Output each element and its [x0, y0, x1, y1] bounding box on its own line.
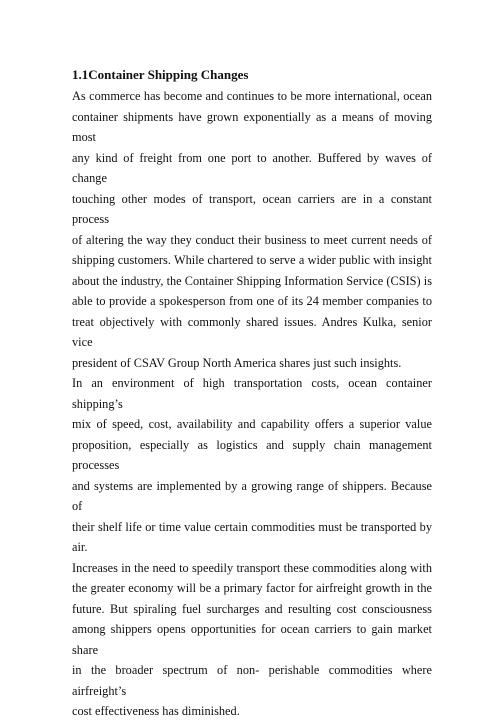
- paragraph-1: [72, 86, 432, 373]
- paragraph-line: of altering the way they conduct their business to meet current needs of: [72, 232, 432, 247]
- paragraph-line: the greater economy will be a primary factor for airfreight growth in the: [72, 581, 432, 595]
- paragraph-line: cost effectiveness has diminished.: [72, 704, 240, 718]
- paragraph-line: president of CSAV Group North America shares just such insights.: [72, 355, 402, 370]
- paragraph-line: shipping customers. While chartered to serve a wider public with insight: [72, 253, 432, 267]
- paragraph-line: treat objectively with commonly shared issues. Andres Kulka, senior vice: [72, 314, 432, 349]
- paragraph-line: in the broader spectrum of non- perishable commodities where airfreight’s: [72, 663, 432, 698]
- paragraph-line: about the industry, the Container Shipping Information Service (CSIS) is: [72, 273, 432, 288]
- paragraph-line: As commerce has become and continues to be more international, ocean: [72, 89, 432, 103]
- paragraph-line: Increases in the need to speedily transport these commodities along with: [72, 560, 432, 575]
- paragraph-line: container shipments have grown exponentially as a means of moving most: [72, 109, 432, 144]
- paragraph-line: proposition, especially as logistics and supply chain management processes: [72, 437, 432, 472]
- paragraph-line: able to provide a spokesperson from one of its 24 member companies to: [72, 294, 432, 308]
- paragraph-line: among shippers opens opportunities for ocean carriers to gain market share: [72, 622, 432, 657]
- paragraph-line: any kind of freight from one port to another. Buffered by waves of change: [72, 150, 432, 185]
- paragraph-2: [72, 373, 432, 722]
- paragraph-line: mix of speed, cost, availability and capability offers a superior value: [72, 417, 432, 431]
- document-body: [72, 64, 432, 722]
- paragraph-line: and systems are implemented by a growing range of shippers. Because of: [72, 478, 432, 513]
- paragraph-line: future. But spiraling fuel surcharges and resulting cost consciousness: [72, 601, 432, 616]
- paragraph-line: touching other modes of transport, ocean carriers are in a constant process: [72, 191, 432, 226]
- paragraph-line: In an environment of high transportation costs, ocean container shipping’s: [72, 376, 432, 411]
- paragraph-line: their shelf life or time value certain commodities must be transported by air.: [72, 519, 432, 554]
- section-heading: 1.1Container Shipping Changes: [72, 67, 249, 82]
